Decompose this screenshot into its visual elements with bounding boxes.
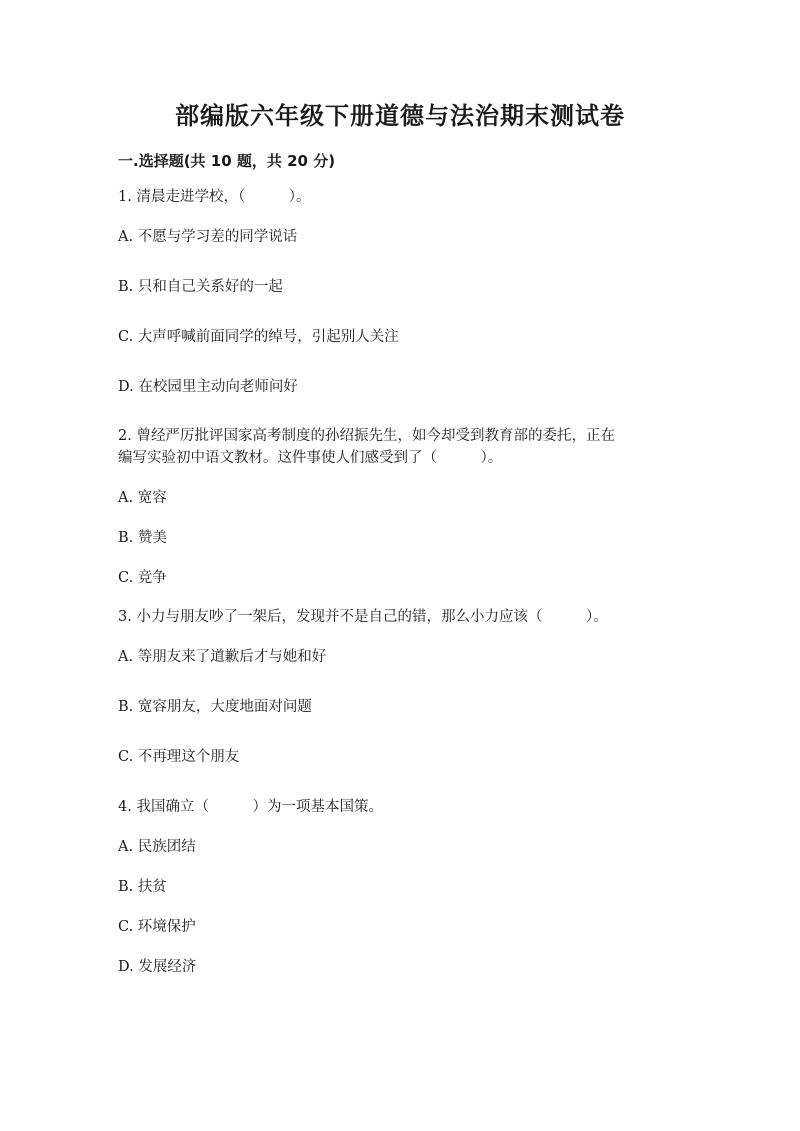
question-2-stem-line-1: 2. 曾经严厉批评国家高考制度的孙绍振先生，如今却受到教育部的委托，正在 (118, 428, 615, 444)
question-2-option-c: C. 竞争 (118, 570, 167, 586)
question-1-option-d: D. 在校园里主动向老师问好 (118, 379, 298, 395)
question-4-option-c: C. 环境保护 (118, 919, 196, 935)
question-3-stem: 3. 小力与朋友吵了一架后，发现并不是自己的错，那么小力应该（ ）。 (118, 609, 608, 625)
question-3-option-a: A. 等朋友来了道歉后才与她和好 (118, 649, 327, 665)
question-1-option-a: A. 不愿与学习差的同学说话 (118, 229, 298, 245)
question-3-option-b: B. 宽容朋友，大度地面对问题 (118, 699, 312, 715)
question-2-stem-line-2: 编写实验初中语文教材。这件事使人们感受到了（ ）。 (118, 450, 503, 466)
question-4-option-a: A. 民族团结 (118, 839, 196, 855)
question-1-stem: 1. 清晨走进学校，（ ）。 (118, 189, 311, 205)
question-2-option-b: B. 赞美 (118, 530, 167, 546)
question-4-stem: 4. 我国确立（ ）为一项基本国策。 (118, 799, 383, 815)
section-heading: 一.选择题(共 10 题，共 20 分) (118, 152, 336, 170)
question-4-option-b: B. 扶贫 (118, 879, 167, 895)
question-1-option-b: B. 只和自己关系好的一起 (118, 279, 283, 295)
page-title: 部编版六年级下册道德与法治期末测试卷 (175, 102, 625, 130)
question-2-option-a: A. 宽容 (118, 490, 167, 506)
question-4-option-d: D. 发展经济 (118, 959, 197, 975)
question-3-option-c: C. 不再理这个朋友 (118, 749, 240, 765)
question-1-option-c: C. 大声呼喊前面同学的绰号，引起别人关注 (118, 329, 399, 345)
